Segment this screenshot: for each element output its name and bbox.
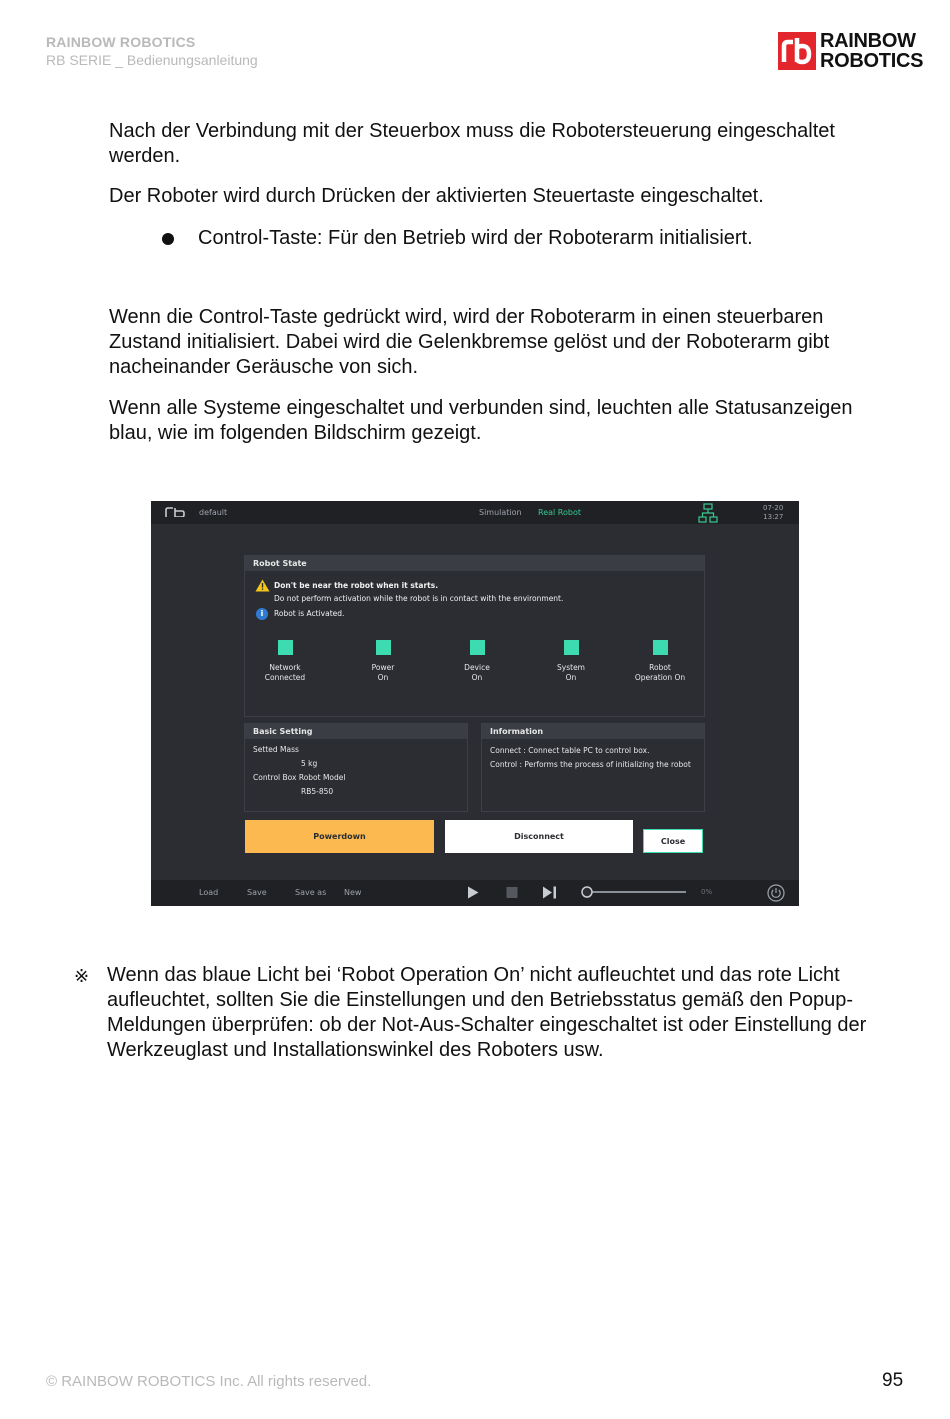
load-button[interactable]: Load xyxy=(199,888,219,897)
info-icon: i xyxy=(256,608,268,620)
save-as-button[interactable]: Save as xyxy=(295,888,327,897)
setted-mass-label: Setted Mass xyxy=(253,745,299,754)
ui-time: 13:27 xyxy=(763,513,784,521)
status-device xyxy=(437,640,517,683)
robot-model-value: RB5-850 xyxy=(301,787,334,796)
logo-mark-icon xyxy=(778,32,816,70)
bullet-text: Control-Taste: Für den Betrieb wird der Roboterarm initialisiert. xyxy=(198,227,753,249)
stop-icon[interactable] xyxy=(506,886,518,899)
status-system-label: System On xyxy=(557,663,585,682)
power-icon[interactable] xyxy=(767,884,785,902)
basic-setting-title: Basic Setting xyxy=(245,724,467,739)
ui-project-name: default xyxy=(199,508,228,517)
paragraph-3: Wenn die Control-Taste gedrückt wird, wird der Roboterarm in einen steuerbaren Zustand initialisiert. Dabei wird die Gelenkbremse gelöst und der Roboterarm gibt nacheinander Geräusche von sich. xyxy=(109,306,830,378)
save-button[interactable]: Save xyxy=(247,888,267,897)
robot-model-label: Control Box Robot Model xyxy=(253,773,346,782)
header-company: RAINBOW ROBOTICS xyxy=(46,34,196,50)
note-paragraph: Wenn das blaue Licht bei ‘Robot Operation On’ nicht aufleuchtet und das rote Licht aufleuchtet, sollten Sie die Einstellungen und den Betriebsstatus gemäß den Popup-Meldungen überprüfen: ob der Not-Aus-Schalter eingeschaltet ist oder Einstellung der Werkzeuglast und Installationswinkel des Roboters usw. xyxy=(107,964,867,1061)
new-button[interactable]: New xyxy=(344,888,362,897)
header-subtitle: RB SERIE _ Bedienungsanleitung xyxy=(46,52,258,68)
logo-text-line2: ROBOTICS xyxy=(820,50,924,72)
paragraph-1: Nach der Verbindung mit der Steuerbox muss die Robotersteuerung eingeschaltet werden. xyxy=(109,120,835,167)
setted-mass-value: 5 kg xyxy=(301,759,318,768)
company-logo xyxy=(778,30,924,72)
warning-line-1: Don't be near the robot when it starts. xyxy=(274,581,439,590)
page-number: 95 xyxy=(882,1370,904,1391)
status-device-label: Device On xyxy=(464,663,490,682)
speed-slider[interactable] xyxy=(580,885,690,899)
information-line-1: Connect : Connect table PC to control box. xyxy=(490,746,650,755)
ui-topbar xyxy=(151,501,799,524)
status-robot-operation xyxy=(620,640,700,683)
ui-datetime xyxy=(763,504,783,522)
status-power-light xyxy=(376,640,391,655)
information-panel xyxy=(481,723,705,812)
robot-state-title: Robot State xyxy=(245,556,704,571)
information-title: Information xyxy=(482,724,704,739)
status-power-label: Power On xyxy=(371,663,395,682)
status-system-light xyxy=(564,640,579,655)
footer-copyright: © RAINBOW ROBOTICS Inc. All rights reserved. xyxy=(46,1373,372,1390)
status-system xyxy=(531,640,611,683)
status-network xyxy=(245,640,325,683)
activated-message: Robot is Activated. xyxy=(274,609,345,618)
note-symbol: ※ xyxy=(74,966,90,986)
play-icon[interactable] xyxy=(467,886,479,899)
information-line-2: Control : Performs the process of initializing the robot xyxy=(490,760,691,769)
status-network-label: Network Connected xyxy=(264,663,306,682)
ui-date: 07-20 xyxy=(763,504,784,512)
bullet-dot-icon xyxy=(162,233,174,245)
robot-ui-screenshot xyxy=(151,501,799,906)
status-robot-operation-label: Robot Operation On xyxy=(634,663,686,682)
disconnect-button[interactable]: Disconnect xyxy=(445,820,633,853)
warning-icon xyxy=(255,579,270,592)
close-button[interactable]: Close xyxy=(643,829,703,853)
speed-percent: 0% xyxy=(701,888,713,896)
status-network-light xyxy=(278,640,293,655)
status-device-light xyxy=(470,640,485,655)
paragraph-2: Der Roboter wird durch Drücken der aktivierten Steuertaste eingeschaltet. xyxy=(109,185,764,207)
robot-state-panel xyxy=(244,555,705,717)
ui-bottombar xyxy=(151,880,799,906)
network-icon[interactable] xyxy=(698,503,718,523)
status-power xyxy=(343,640,423,683)
paragraph-4: Wenn alle Systeme eingeschaltet und verbunden sind, leuchten alle Statusanzeigen blau, wie im folgenden Bildschirm gezeigt. xyxy=(109,397,853,444)
basic-setting-panel xyxy=(244,723,468,812)
warning-line-2: Do not perform activation while the robot is in contact with the environment. xyxy=(274,594,564,603)
ui-mode-real-robot[interactable]: Real Robot xyxy=(538,508,581,517)
ui-mode-simulation[interactable]: Simulation xyxy=(479,508,522,517)
step-forward-icon[interactable] xyxy=(542,886,558,899)
logo-text-line1: RAINBOW xyxy=(820,30,916,52)
ui-logo-icon xyxy=(165,507,185,517)
powerdown-button[interactable]: Powerdown xyxy=(245,820,434,853)
status-robot-operation-light xyxy=(653,640,668,655)
